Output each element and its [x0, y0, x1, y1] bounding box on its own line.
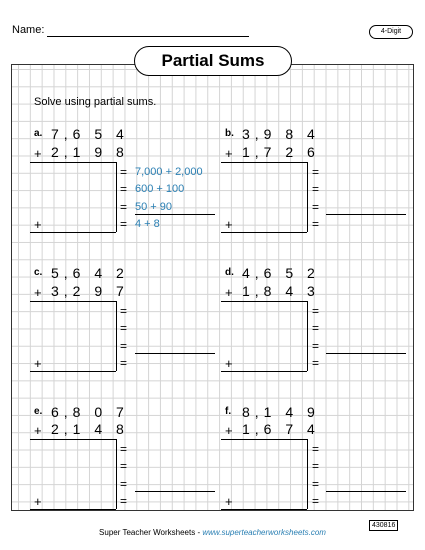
plus-sign: +	[225, 356, 233, 371]
equals-sign: =	[312, 321, 320, 335]
equals-sign: =	[120, 165, 128, 179]
equals-sign: =	[120, 200, 128, 214]
sum-line	[221, 162, 307, 163]
partials-divider	[116, 162, 117, 232]
plus-sign: +	[34, 146, 42, 161]
plus-sign: +	[34, 217, 42, 232]
partials-divider	[307, 162, 308, 232]
answer-line[interactable]	[221, 509, 307, 510]
answer-line[interactable]	[221, 371, 307, 372]
worksheet-title: Partial Sums	[134, 46, 292, 76]
addend-top: 3,9 8 4	[242, 126, 320, 142]
footer-brand: Super Teacher Worksheets -	[99, 528, 203, 537]
addend-top: 7,6 5 4	[51, 126, 129, 142]
answer-line[interactable]	[30, 232, 116, 233]
plus-sign: +	[34, 423, 42, 438]
sum-line	[30, 439, 116, 440]
name-line[interactable]	[47, 36, 249, 37]
equals-sign: =	[120, 494, 128, 508]
plus-sign: +	[225, 285, 233, 300]
problem-letter: e.	[34, 406, 43, 417]
equals-sign: =	[120, 321, 128, 335]
plus-sign: +	[34, 356, 42, 371]
addend-bottom: 1,6 7 4	[242, 421, 320, 437]
addend-bottom: 2,1 4 8	[51, 421, 129, 437]
addend-bottom: 3,2 9 7	[51, 283, 129, 299]
plus-sign: +	[225, 494, 233, 509]
sum-line	[221, 301, 307, 302]
equals-sign: =	[312, 356, 320, 370]
equals-sign: =	[312, 304, 320, 318]
partials-underline	[135, 353, 215, 354]
addend-bottom: 1,8 4 3	[242, 283, 320, 299]
example-partial-ones: 4 + 8	[135, 218, 160, 230]
partials-underline	[326, 214, 406, 215]
equals-sign: =	[312, 494, 320, 508]
addend-bottom: 2,1 9 8	[51, 144, 129, 160]
plus-sign: +	[34, 494, 42, 509]
plus-sign: +	[225, 146, 233, 161]
answer-line[interactable]	[30, 371, 116, 372]
example-partial-hundreds: 600 + 100	[135, 183, 185, 195]
equals-sign: =	[312, 200, 320, 214]
partials-underline	[135, 214, 215, 215]
footer-link[interactable]: www.superteacherworksheets.com	[202, 528, 326, 537]
sum-line	[30, 301, 116, 302]
sum-line	[221, 439, 307, 440]
addend-top: 6,8 0 7	[51, 404, 129, 420]
problem-letter: a.	[34, 128, 43, 139]
partials-divider	[116, 439, 117, 509]
plus-sign: +	[225, 423, 233, 438]
addend-top: 8,1 4 9	[242, 404, 320, 420]
problem-letter: d.	[225, 267, 234, 278]
footer	[0, 528, 425, 537]
plus-sign: +	[34, 285, 42, 300]
plus-sign: +	[225, 217, 233, 232]
problem-letter: b.	[225, 128, 234, 139]
partials-underline	[135, 491, 215, 492]
addend-top: 4,6 5 2	[242, 265, 320, 281]
equals-sign: =	[312, 217, 320, 231]
equals-sign: =	[120, 182, 128, 196]
example-partial-tens: 50 + 90	[135, 201, 173, 213]
problem-letter: c.	[34, 267, 43, 278]
example-partial-thousands: 7,000 + 2,000	[135, 166, 203, 178]
name-label: Name:	[12, 24, 45, 36]
equals-sign: =	[120, 442, 128, 456]
equals-sign: =	[120, 304, 128, 318]
answer-line[interactable]	[221, 232, 307, 233]
addend-bottom: 1,7 2 6	[242, 144, 320, 160]
equals-sign: =	[312, 182, 320, 196]
partials-divider	[116, 301, 117, 371]
equals-sign: =	[312, 459, 320, 473]
equals-sign: =	[312, 477, 320, 491]
level-badge: 4-Digit	[369, 25, 413, 39]
worksheet-code: 430816	[369, 520, 398, 531]
equals-sign: =	[120, 217, 128, 231]
addend-top: 5,6 4 2	[51, 265, 129, 281]
sum-line	[30, 162, 116, 163]
equals-sign: =	[312, 339, 320, 353]
equals-sign: =	[120, 356, 128, 370]
problem-letter: f.	[225, 406, 232, 417]
partials-divider	[307, 301, 308, 371]
equals-sign: =	[312, 165, 320, 179]
answer-line[interactable]	[30, 509, 116, 510]
instruction-text: Solve using partial sums.	[34, 96, 157, 108]
partials-underline	[326, 491, 406, 492]
partials-underline	[326, 353, 406, 354]
equals-sign: =	[120, 459, 128, 473]
equals-sign: =	[120, 339, 128, 353]
equals-sign: =	[120, 477, 128, 491]
equals-sign: =	[312, 442, 320, 456]
partials-divider	[307, 439, 308, 509]
